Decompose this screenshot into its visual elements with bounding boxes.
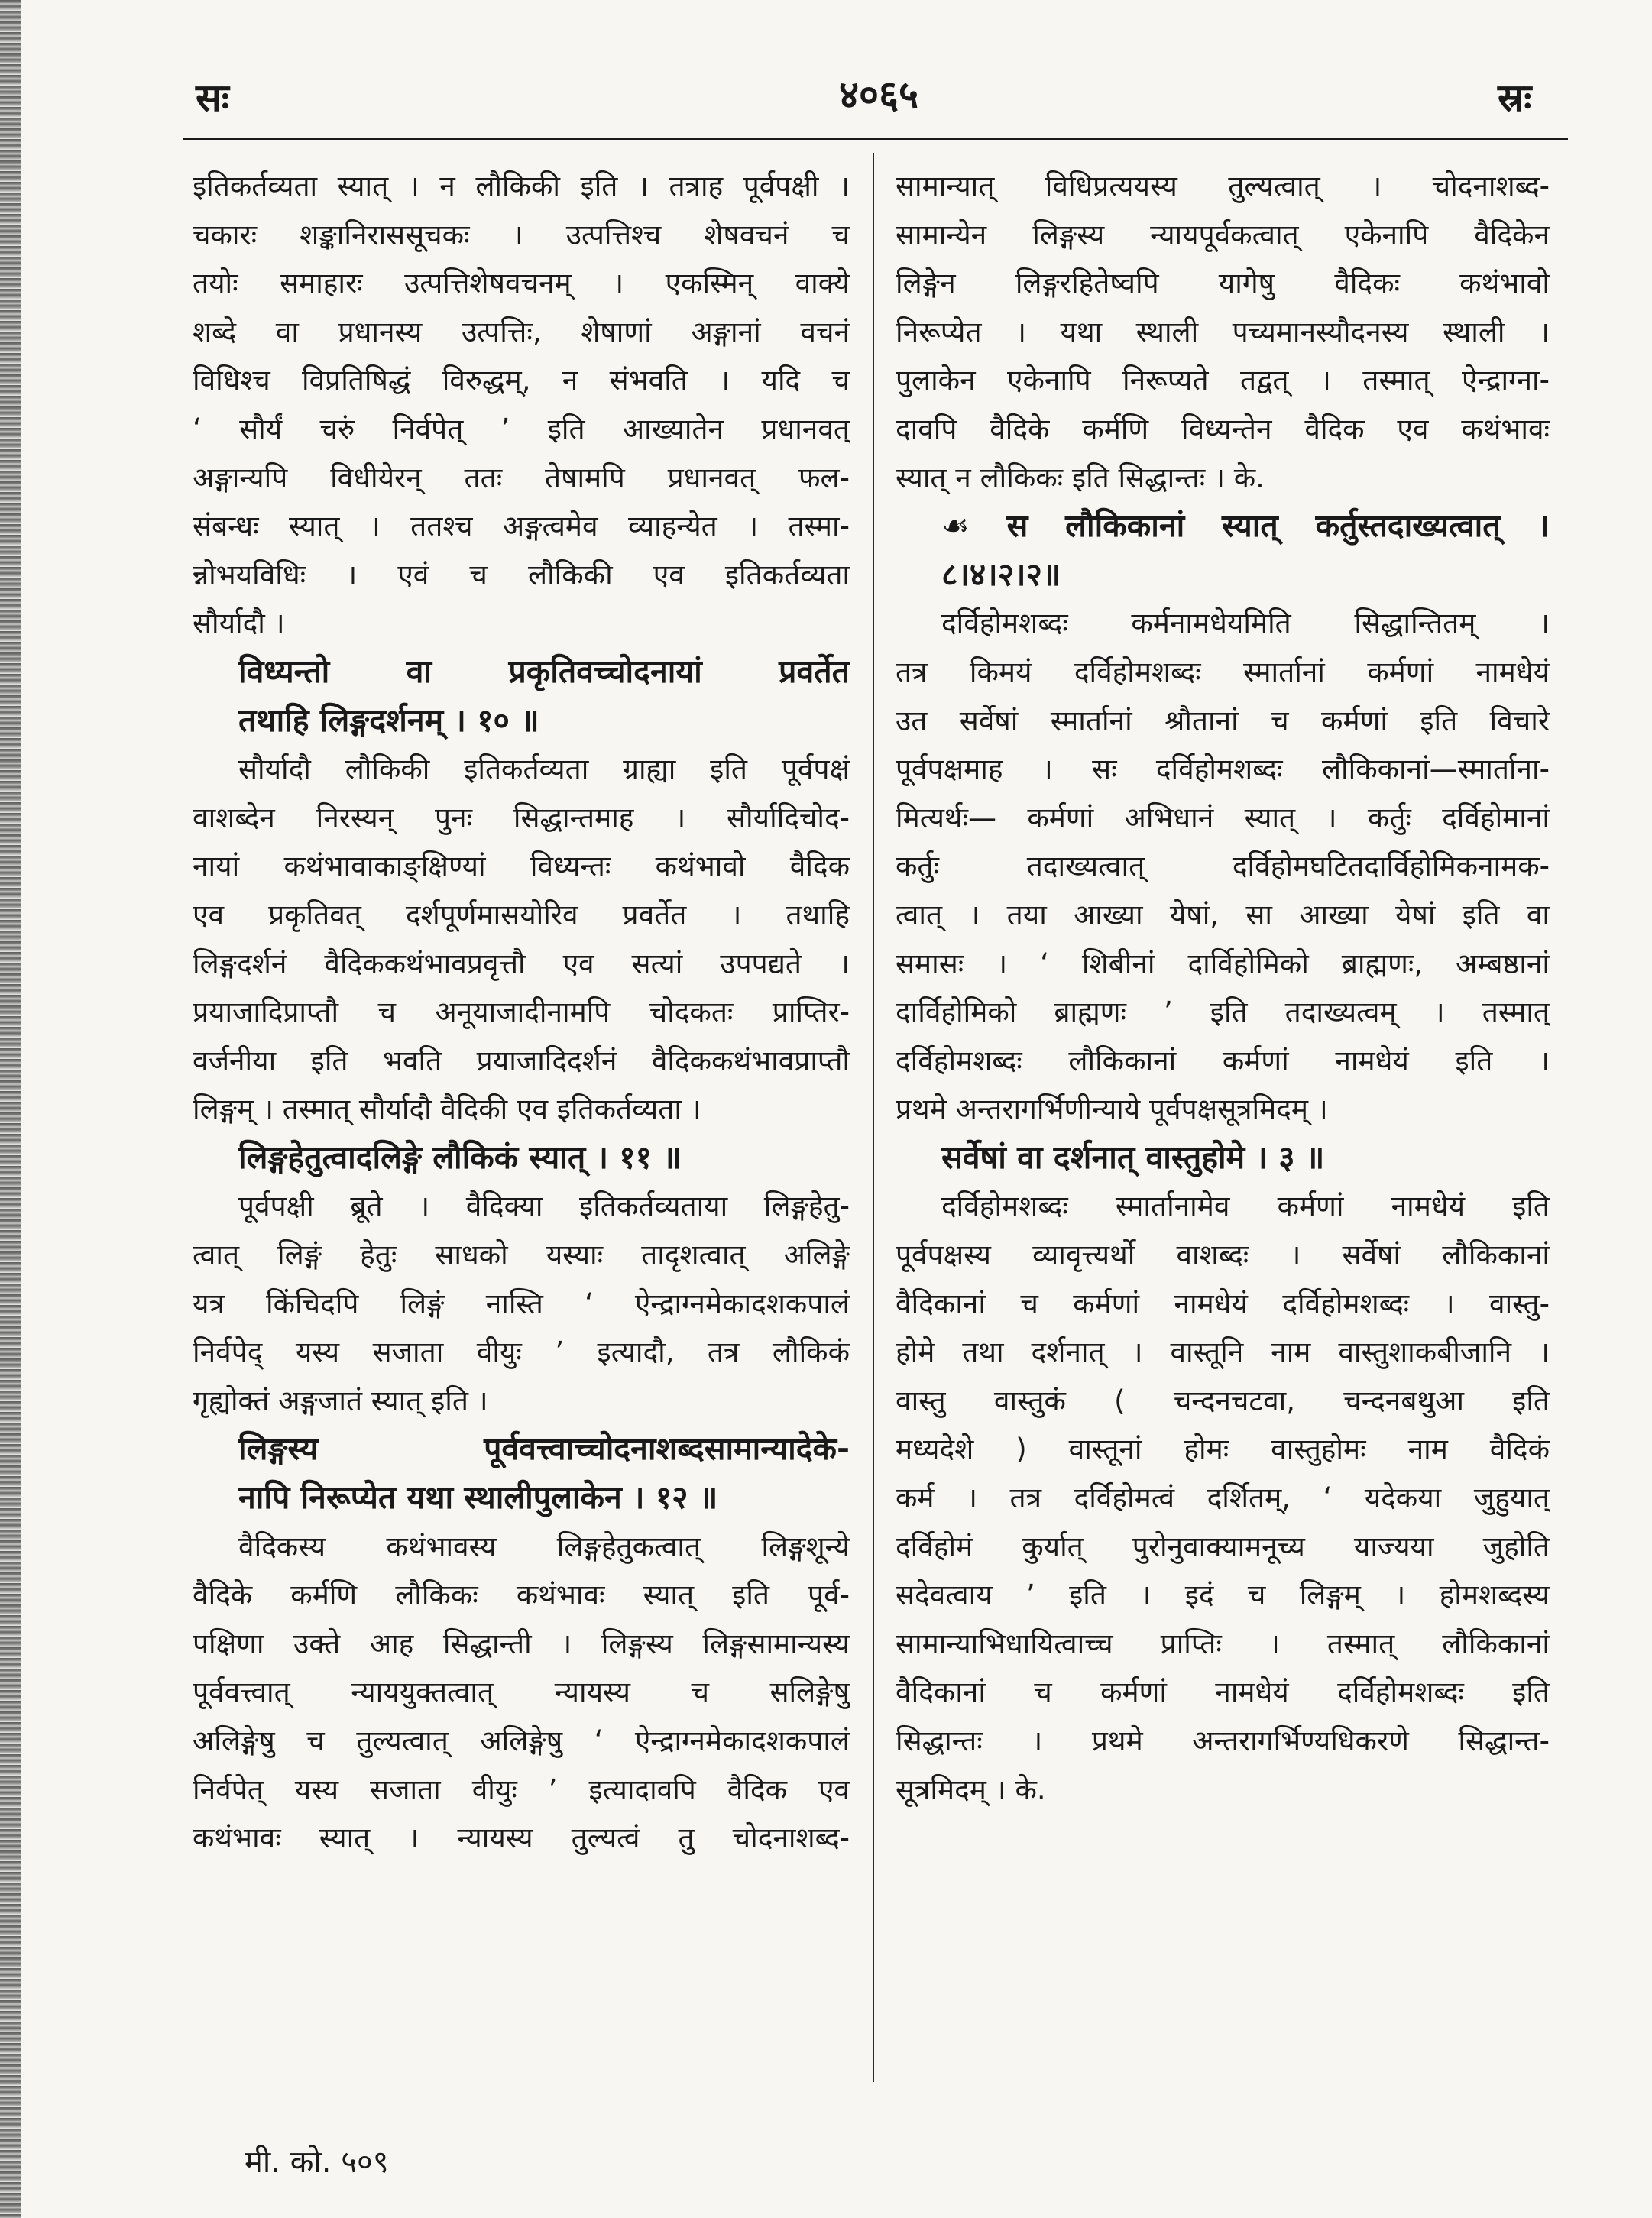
text-line: प्रयाजादिप्राप्तौ च अनूयाजादीनामपि चोदकतः प्राप्तिर- <box>193 996 850 1029</box>
text-line: निरूप्येत । यथा स्थाली पच्यमानस्यौदनस्य स्थाली । <box>896 315 1550 348</box>
text-line: दर्विहोमशब्दः लौकिकानां कर्मणां नामधेयं इति । <box>896 1044 1550 1077</box>
column-divider <box>873 153 874 2082</box>
sutra-line: विध्यन्तो वा प्रकृतिवच्चोदनायां प्रवर्तेत <box>238 652 850 690</box>
scanned-page-edge <box>0 0 21 2218</box>
text-line: अलिङ्गेषु च तुल्यत्वात् अलिङ्गेषु ‘ ऐन्द्राग्नमेकादशकपालं <box>193 1724 850 1757</box>
page-number: ४०६५ <box>839 73 918 117</box>
text-line: सामान्यात् विधिप्रत्ययस्य तुल्यत्वात् । चोदनाशब्द- <box>896 170 1550 202</box>
text-line: वैदिके कर्मणि लौकिकः कथंभावः स्यात् इति पूर्व- <box>193 1579 850 1612</box>
text-line: इतिकर्तव्यता स्यात् । न लौकिकी इति । तत्राह पूर्वपक्षी । <box>193 170 850 202</box>
sutra-line: सर्वेषां वा दर्शनात् वास्तुहोमे । ३ ॥ <box>941 1138 1325 1176</box>
footer-signature: मी. को. ५०९ <box>245 2145 389 2180</box>
text-line: नायां कथंभावाकाङ्क्षिण्यां विध्यन्तः कथंभावो वैदिक <box>193 850 850 883</box>
text-line: निर्वपेद् यस्य सजाता वीयुः ’ इत्यादौ, तत्र लौकिकं <box>193 1336 850 1369</box>
text-line: यत्र किंचिदपि लिङ्गं नास्ति ‘ ऐन्द्राग्नमेकादशकपालं <box>193 1287 850 1320</box>
text-line: तयोः समाहारः उत्पत्तिशेषवचनम् । एकस्मिन् वाक्ये <box>193 267 850 300</box>
text-line: त्वात् लिङ्गं हेतुः साधको यस्याः तादृशत्वात् अलिङ्गे <box>193 1239 850 1272</box>
sutra-line: नापि निरूप्येत यथा स्थालीपुलाकेन । १२ ॥ <box>238 1479 718 1517</box>
text-line: तत्र किमयं दर्विहोमशब्दः स्मार्तानां कर्मणां नामधेयं <box>896 655 1550 688</box>
text-line: पक्षिणा उक्ते आह सिद्धान्ती । लिङ्गस्य लिङ्गसामान्यस्य <box>193 1627 850 1660</box>
text-line: समासः । ‘ शिबीनां दार्विहोमिको ब्राह्मणः, अम्बष्ठानां <box>896 947 1550 980</box>
text-line: सदेवत्वाय ’ इति । इदं च लिङ्गम् । होमशब्दस्य <box>896 1579 1550 1612</box>
text-line: गृह्योक्तं अङ्गजातं स्यात् इति । <box>193 1384 488 1417</box>
sutra-line: तथाहि लिङ्गदर्शनम् । १० ॥ <box>238 701 539 739</box>
sutra-line: लिङ्गहेतुत्वादलिङ्गे लौकिकं स्यात् । ११ ॥ <box>238 1138 682 1176</box>
text-line: कर्तुः तदाख्यत्वात् दर्विहोमघटितदार्विहोमिकनामक- <box>896 850 1550 883</box>
text-line: दर्विहोमशब्दः कर्मनामधेयमिति सिद्धान्तितम् । <box>941 607 1550 640</box>
text-line: पुलाकेन एकेनापि निरूप्यते तद्वत् । तस्मात् ऐन्द्राग्ना- <box>896 364 1550 397</box>
text-line: वाशब्देन निरस्यन् पुनः सिद्धान्तमाह । सौर्यादिचोद- <box>193 801 850 834</box>
text-line: न्नोभयविधिः । एवं च लौकिकी एव इतिकर्तव्यता <box>193 558 850 591</box>
text-line: दर्विहोमशब्दः स्मार्तानामेव कर्मणां नामधेयं इति <box>941 1190 1550 1223</box>
text-line: विधिश्च विप्रतिषिद्धं विरुद्धम्, न संभवति । यदि च <box>193 364 850 397</box>
sutra-line: ☙ स लौकिकानां स्यात् कर्तुस्तदाख्यत्वात् । <box>941 507 1550 545</box>
text-line: स्यात् न लौकिकः इति सिद्धान्तः । के. <box>896 461 1265 494</box>
right-column <box>896 162 1550 1814</box>
text-line: दावपि वैदिके कर्मणि विध्यन्तेन वैदिक एव कथंभावः <box>896 412 1550 445</box>
text-line: दार्विहोमिको ब्राह्मणः ’ इति तदाख्यत्वम् । तस्मात् <box>896 996 1550 1029</box>
page-header <box>0 0 1652 145</box>
text-line: सामान्येन लिङ्गस्य न्यायपूर्वकत्वात् एकेनापि वैदिकेन <box>896 218 1550 251</box>
text-line: पूर्ववत्त्वात् न्याययुक्तत्वात् न्यायस्य च सलिङ्गेषु <box>193 1676 850 1709</box>
text-line: वर्जनीया इति भवति प्रयाजादिदर्शनं वैदिककथंभावप्राप्तौ <box>193 1044 850 1077</box>
text-line: होमे तथा दर्शनात् । वास्तूनि नाम वास्तुशाकबीजानि । <box>896 1336 1550 1369</box>
text-line: निर्वपेत् यस्य सजाता वीयुः ’ इत्यादावपि वैदिक एव <box>193 1773 850 1806</box>
text-line: वैदिकानां च कर्मणां नामधेयं दर्विहोमशब्दः इति <box>896 1676 1550 1709</box>
text-line: त्वात् । तया आख्या येषां, सा आख्या येषां इति वा <box>896 898 1550 931</box>
text-line: चकारः शङ्कानिराससूचकः । उत्पत्तिश्च शेषवचनं च <box>193 218 850 251</box>
text-line: प्रथमे अन्तरागर्भिणीन्याये पूर्वपक्षसूत्रमिदम् । <box>896 1093 1328 1126</box>
text-line: सौर्यादौ । <box>193 607 285 640</box>
text-line: संबन्धः स्यात् । ततश्च अङ्गत्वमेव व्याहन्येत । तस्मा- <box>193 510 850 543</box>
text-line: मध्यदेशे ) वास्तूनां होमः वास्तुहोमः नाम वैदिकं <box>896 1433 1550 1466</box>
text-line: ‘ सौर्यं चरुं निर्वपेत् ’ इति आख्यातेन प्रधानवत् <box>193 412 850 445</box>
text-line: वैदिकस्य कथंभावस्य लिङ्गहेतुकत्वात् लिङ्गशून्ये <box>238 1530 850 1563</box>
text-line: कथंभावः स्यात् । न्यायस्य तुल्यत्वं तु चोदनाशब्द- <box>193 1821 850 1855</box>
header-left-word: सः <box>196 76 229 120</box>
text-line: कर्म । तत्र दर्विहोमत्वं दर्शितम्, ‘ यदेकया जुहुयात् <box>896 1481 1550 1515</box>
text-line: शब्दे वा प्रधानस्य उत्पत्तिः, शेषाणां अङ्गानां वचनं <box>193 315 850 348</box>
text-line: सामान्याभिधायित्वाच्च प्राप्तिः । तस्मात् लौकिकानां <box>896 1627 1550 1660</box>
text-line: पूर्वपक्षस्य व्यावृत्त्यर्थो वाशब्दः । सर्वेषां लौकिकानां <box>896 1239 1550 1272</box>
text-line: लिङ्गम् । तस्मात् सौर्यादौ वैदिकी एव इतिकर्तव्यता । <box>193 1093 701 1126</box>
text-line: लिङ्गेन लिङ्गरहितेष्वपि यागेषु वैदिकः कथंभावो <box>896 267 1550 300</box>
text-line: उत सर्वेषां स्मार्तानां श्रौतानां च कर्मणां इति विचारे <box>896 704 1550 737</box>
header-rule <box>183 138 1568 140</box>
text-line: पूर्वपक्षी ब्रूते । वैदिक्या इतिकर्तव्यताया लिङ्गहेतु- <box>238 1190 850 1223</box>
text-line: वैदिकानां च कर्मणां नामधेयं दर्विहोमशब्दः । वास्तु- <box>896 1287 1550 1320</box>
text-line: सूत्रमिदम् । के. <box>896 1773 1046 1806</box>
header-right-word: स्रः <box>1498 76 1532 120</box>
text-line: लिङ्गदर्शनं वैदिककथंभावप्रवृत्तौ एव सत्यां उपपद्यते । <box>193 947 850 980</box>
text-line: दर्विहोमं कुर्यात् पुरोनुवाक्यामनूच्य याज्यया जुहोति <box>896 1530 1550 1563</box>
text-line: सौर्यादौ लौकिकी इतिकर्तव्यता ग्राह्या इति पूर्वपक्षं <box>238 753 850 786</box>
text-line: एव प्रकृतिवत् दर्शपूर्णमासयोरिव प्रवर्तेत । तथाहि <box>193 898 850 931</box>
text-line: वास्तु वास्तुकं ( चन्दनचटवा, चन्दनबथुआ इति <box>896 1384 1550 1417</box>
left-column <box>193 162 850 1863</box>
sutra-line: ८।४।२।२॥ <box>941 555 1061 593</box>
text-line: अङ्गान्यपि विधीयेरन् ततः तेषामपि प्रधानवत् फल- <box>193 461 850 494</box>
text-line: पूर्वपक्षमाह । सः दर्विहोमशब्दः लौकिकानां—स्मार्ताना- <box>896 753 1550 786</box>
text-line: मित्यर्थः— कर्मणां अभिधानं स्यात् । कर्तुः दर्विहोमानां <box>896 801 1550 834</box>
sutra-line: लिङ्गस्य पूर्ववत्त्वाच्चोदनाशब्दसामान्यादेके- <box>238 1430 850 1468</box>
text-line: सिद्धान्तः । प्रथमे अन्तरागर्भिण्यधिकरणे सिद्धान्त- <box>896 1724 1550 1757</box>
